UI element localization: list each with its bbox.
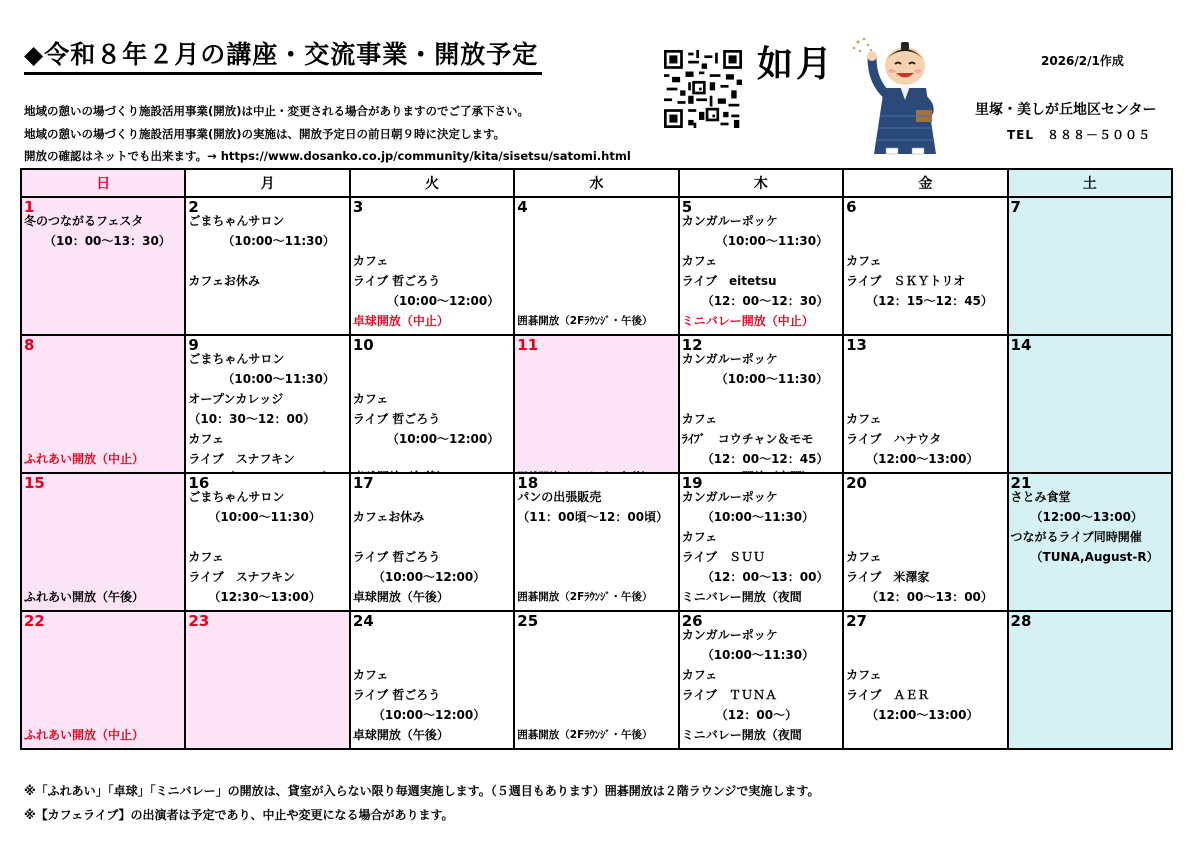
day-number: 10 — [352, 336, 374, 354]
day-number: 7 — [1010, 198, 1021, 216]
day-cell — [679, 197, 843, 335]
day-number: 1 — [24, 198, 35, 216]
day-number: 28 — [1010, 612, 1032, 630]
footer-note: ※「ふれあい」「卓球」「ミニバレー」の開放は、貸室が入らない限り毎週実施します。（５週目もあります）囲碁開放は２階ラウンジで実施します。 — [24, 784, 820, 798]
day-cell — [679, 473, 843, 611]
day-cell — [843, 197, 1007, 335]
day-cell — [350, 473, 514, 611]
day-cell — [21, 335, 185, 473]
event-line: 卓球開放（午後） — [352, 728, 449, 742]
day-cell — [21, 611, 185, 749]
event-line: カフェ — [846, 412, 882, 426]
event-line: 卓球開放（中止） — [352, 314, 449, 328]
day-cell — [1008, 335, 1172, 473]
event-line: （10:00～11:30） — [715, 372, 829, 386]
event-line: カフェ — [846, 254, 882, 268]
calendar-week-row — [21, 335, 1172, 473]
day-cell — [350, 335, 514, 473]
calendar-week-row — [21, 611, 1172, 749]
event-line: （12：00～13：00） — [701, 570, 829, 584]
telephone: TEL ８８８－５００５ — [1007, 128, 1152, 142]
footer-note: ※【カフェライブ】の出演者は予定であり、中止や変更になる場合があります。 — [24, 808, 454, 822]
event-line: ミニバレー開放（夜間 — [681, 590, 802, 604]
day-number: 27 — [846, 612, 867, 630]
day-cell — [679, 335, 843, 473]
day-number: 14 — [1010, 336, 1032, 354]
event-line: （11：00頃～12：00頃） — [517, 510, 669, 524]
event-line: ふれあい開放（中止） — [24, 452, 145, 466]
weekday-wednesday: 水 — [514, 169, 678, 197]
event-line: カフェ — [352, 392, 389, 406]
event-line: （TUNA,August-R） — [1030, 550, 1159, 564]
day-number: 18 — [517, 474, 539, 492]
day-cell — [350, 611, 514, 749]
month-name: 如月 — [757, 44, 836, 85]
day-cell — [185, 473, 349, 611]
event-line: ライブ ＳＫＹトリオ — [846, 274, 966, 288]
event-line: カフェ — [681, 412, 718, 426]
event-line: カフェ — [681, 530, 718, 544]
day-cell — [185, 197, 349, 335]
event-line: ふれあい開放（午後） — [24, 590, 145, 604]
event-line: ごまちゃんサロン — [188, 214, 285, 228]
day-cell — [1008, 197, 1172, 335]
day-number: 23 — [188, 612, 210, 630]
center-name: 里塚・美しが丘地区センター — [975, 102, 1157, 118]
event-line: カフェ — [846, 550, 882, 564]
event-line: ライブ 哲ごろう — [352, 274, 441, 288]
event-line: オープンカレッジ — [188, 392, 284, 406]
day-number: 20 — [846, 474, 867, 492]
day-cell — [21, 473, 185, 611]
day-number: 9 — [188, 336, 199, 354]
day-number: 4 — [517, 198, 528, 216]
event-line: ライブ ＳＵＵ — [681, 550, 765, 564]
calendar-week-row — [21, 473, 1172, 611]
day-cell — [514, 335, 678, 473]
event-line: （10:00～11:30） — [715, 234, 829, 248]
event-line: （10:00～11:30） — [701, 510, 815, 524]
weekday-thursday: 木 — [679, 169, 843, 197]
notice-block — [24, 100, 631, 168]
event-line: カンガルーポッケ — [681, 490, 778, 504]
event-line: （10:00～12:00） — [372, 708, 486, 722]
day-number: 5 — [681, 198, 693, 216]
event-line: カフェ — [846, 668, 882, 682]
event-line: （10:00～11:30） — [701, 648, 815, 662]
weekday-tuesday: 火 — [350, 169, 514, 197]
event-line: （12：00～12：45） — [701, 452, 829, 466]
day-cell — [1008, 473, 1172, 611]
day-cell — [843, 335, 1007, 473]
day-cell — [843, 611, 1007, 749]
event-line: ライブ 哲ごろう — [352, 550, 441, 564]
event-line: カフェお休み — [188, 274, 260, 288]
day-number: 2 — [188, 198, 199, 216]
event-line: ライブ ＡＥＲ — [846, 688, 930, 702]
weekday-friday: 金 — [843, 169, 1007, 197]
weekday-saturday: 土 — [1008, 169, 1172, 197]
day-cell — [185, 611, 349, 749]
event-line: ライブ 哲ごろう — [352, 412, 441, 426]
event-line: カンガルーポッケ — [681, 628, 778, 642]
event-line: 卓球開放（午後） — [352, 590, 449, 604]
event-line: カフェ — [681, 254, 718, 268]
event-line: ライブ スナフキン — [188, 570, 295, 584]
day-number: 21 — [1010, 474, 1032, 492]
event-line: （12：00～12：30） — [701, 294, 829, 308]
bean-throwing-mascot-icon — [850, 36, 950, 156]
day-number: 22 — [24, 612, 45, 630]
day-number: 11 — [517, 336, 539, 354]
event-line: つながるライブ同時開催 — [1010, 530, 1142, 544]
day-number: 26 — [681, 612, 703, 630]
day-number: 17 — [352, 474, 374, 492]
event-line: ふれあい開放（中止） — [24, 728, 145, 742]
created-date: 2026/2/1作成 — [1041, 54, 1124, 68]
calendar-table — [20, 168, 1173, 750]
event-line: ﾗｲﾌﾞ コウチャン＆モモ — [681, 432, 814, 446]
event-line: カフェ — [188, 550, 224, 564]
weekday-monday: 月 — [185, 169, 349, 197]
event-line: （10：00～13：30） — [44, 234, 171, 248]
event-line: ごまちゃんサロン — [188, 490, 285, 504]
event-line: ミニバレー開放（中止） — [681, 314, 814, 328]
weekday-sunday: 日 — [21, 169, 185, 197]
event-line: （12：00～13：00） — [866, 590, 993, 604]
event-line: 囲碁開放（2Fﾗｳﾝｼﾞ・午後） — [517, 315, 653, 327]
day-cell — [843, 473, 1007, 611]
event-line: カフェ — [352, 668, 389, 682]
day-cell — [185, 335, 349, 473]
event-line: （10:00～12:00） — [386, 432, 500, 446]
event-line: （12：00～） — [715, 708, 798, 722]
event-line: ミニバレー開放（夜間 — [681, 728, 802, 742]
day-cell — [21, 197, 185, 335]
event-line: ライブ スナフキン — [188, 452, 295, 466]
day-cell — [514, 611, 678, 749]
day-cell — [679, 611, 843, 749]
event-line: （10：30～12：00） — [188, 412, 316, 426]
event-line: （10:00～11:30） — [222, 234, 335, 248]
event-line: （10:00～12:00） — [386, 294, 500, 308]
event-line: （10:00～12:00） — [372, 570, 486, 584]
notice-line: 地域の憩いの場づくり施設活用事業(開放)は中止・変更される場合がありますのでご了承下さい。 — [24, 104, 530, 118]
event-line: ごまちゃんサロン — [188, 352, 285, 366]
page-title: ◆令和８年２月の講座・交流事業・開放予定 — [24, 38, 542, 75]
event-line: （10:00～11:30） — [222, 372, 335, 386]
event-line: （12:00～13:00） — [866, 708, 979, 722]
day-cell — [514, 473, 678, 611]
day-number: 3 — [352, 198, 364, 216]
event-line: カフェ — [681, 668, 718, 682]
event-line: カンガルーポッケ — [681, 352, 778, 366]
qr-code-icon — [664, 50, 742, 128]
event-line: （12:00～13:00） — [866, 452, 979, 466]
notice-line-url: 開放の確認はネットでも出来ます。→ https://www.dosanko.co.jp/community/kita/sisetsu/satomi.html — [24, 149, 631, 163]
day-number: 24 — [352, 612, 374, 630]
day-cell — [350, 197, 514, 335]
event-line: 囲碁開放（2Fﾗｳﾝｼﾞ・午後） — [517, 591, 653, 603]
event-line: ライブ ハナウタ — [846, 432, 942, 446]
event-line: カフェ — [352, 254, 389, 268]
day-number: 15 — [24, 474, 45, 492]
event-line: カンガルーポッケ — [681, 214, 778, 228]
event-line: ライブ 米澤家 — [846, 570, 930, 584]
event-line: カフェ — [188, 432, 224, 446]
calendar-week-row — [21, 197, 1172, 335]
weekday-header-row — [21, 169, 1172, 197]
day-number: 13 — [846, 336, 867, 354]
event-line: パンの出張販売 — [517, 490, 602, 504]
event-line: （12：15～12：45） — [866, 294, 993, 308]
day-number: 12 — [681, 336, 703, 354]
event-line: ライブ eitetsu — [681, 274, 777, 288]
event-line: ライブ ＴＵＮＡ — [681, 688, 777, 702]
day-cell — [514, 197, 678, 335]
event-line: カフェお休み — [352, 510, 425, 524]
event-line: 囲碁開放（2Fﾗｳﾝｼﾞ・午後） — [517, 729, 653, 741]
notice-line: 地域の憩いの場づくり施設活用事業(開放)の実施は、開放予定日の前日朝９時に決定します。 — [24, 126, 506, 141]
day-number: 8 — [24, 336, 35, 354]
day-number: 6 — [846, 198, 857, 216]
event-line: さとみ食堂 — [1010, 490, 1071, 504]
event-line: ライブ 哲ごろう — [352, 688, 441, 702]
day-cell — [1008, 611, 1172, 749]
event-line: （12:30～13:00） — [208, 590, 321, 604]
day-number: 16 — [188, 474, 210, 492]
day-number: 19 — [681, 474, 703, 492]
day-number: 25 — [517, 612, 539, 630]
event-line: 冬のつながるフェスタ — [24, 214, 144, 228]
event-line: （12:00～13:00） — [1030, 510, 1143, 524]
event-line: （10:00～11:30） — [208, 510, 321, 524]
